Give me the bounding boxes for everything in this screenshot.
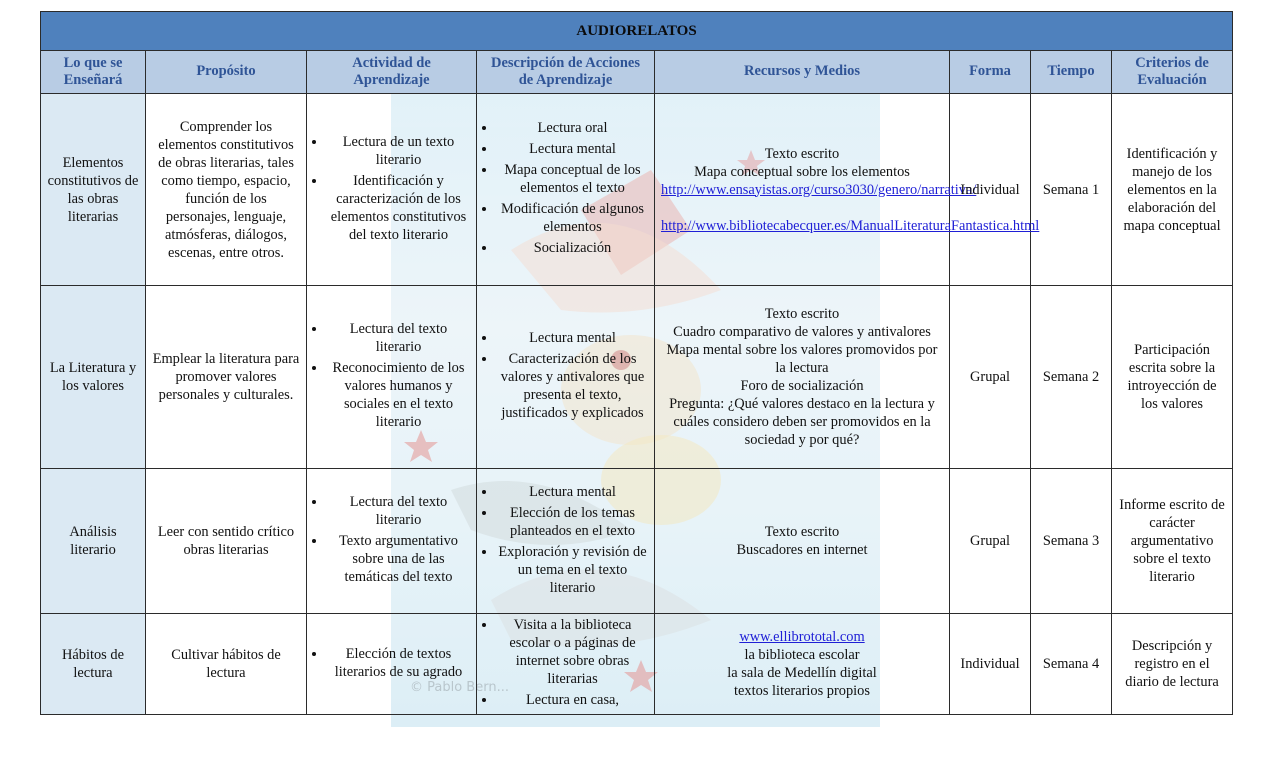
criteria-cell: Participación escrita sobre la introyección de los valores	[1112, 286, 1233, 469]
resource-text: Texto escrito	[764, 306, 840, 322]
list-item: • Identificación y caracterización de los elementos constitutivos del texto literario	[327, 172, 470, 244]
actions-cell	[477, 614, 655, 715]
purpose-cell: Leer con sentido crítico obras literarias	[146, 469, 307, 614]
header-activity: Actividad de Aprendizaje	[307, 51, 477, 94]
table-title: AUDIORELATOS	[41, 12, 1233, 51]
header-resources: Recursos y Medios	[655, 51, 950, 94]
list-item: • Elección de textos literarios de su agrado	[327, 645, 470, 681]
criteria-cell: Identificación y manejo de los elementos en la elaboración del mapa conceptual	[1112, 94, 1233, 286]
list-item: • Elección de los temas planteados en el texto	[497, 504, 648, 540]
table-row	[41, 286, 1233, 469]
form-cell: Grupal	[950, 469, 1031, 614]
topic-cell: Análisis literario	[41, 469, 146, 614]
resource-text: la sala de Medellín digital	[727, 665, 877, 681]
list-item: • Caracterización de los valores y antivalores que presenta el texto, justificados y explicados	[497, 350, 648, 422]
resources-cell	[655, 614, 950, 715]
list-item: • Lectura mental	[497, 483, 648, 501]
header-purpose: Propósito	[146, 51, 307, 94]
purpose-cell: Comprender los elementos constitutivos de obras literarias, tales como tiempo, espacio, función de los personajes, lenguaje, atmósferas, diálogos, escenas, entre otros.	[146, 94, 307, 286]
header-form: Forma	[950, 51, 1031, 94]
time-cell: Semana 4	[1031, 614, 1112, 715]
table-row	[41, 94, 1233, 286]
resource-text: Texto escrito	[764, 145, 840, 162]
time-cell: Semana 2	[1031, 286, 1112, 469]
resources-cell	[655, 469, 950, 614]
resource-link[interactable]: www.ellibrototal.com	[739, 629, 865, 645]
header-criteria: Criterios de Evaluación	[1112, 51, 1233, 94]
list-item: • Lectura mental	[497, 140, 648, 158]
activity-cell	[307, 286, 477, 469]
activity-cell	[307, 614, 477, 715]
resource-text: la biblioteca escolar	[744, 647, 860, 663]
time-cell: Semana 1	[1031, 94, 1112, 286]
watermark-text: © Pablo Bern...	[410, 680, 509, 695]
list-item: • Lectura oral	[497, 119, 648, 137]
topic-cell: Elementos constitutivos de las obras literarias	[41, 94, 146, 286]
lesson-plan-table	[40, 11, 1233, 715]
resource-link[interactable]: http://www.ensayistas.org/curso3030/genero/narrativa/	[661, 181, 977, 198]
resource-text: Mapa conceptual sobre los elementos	[694, 163, 910, 180]
list-item: • Lectura de un texto literario	[327, 133, 470, 169]
list-item: • Lectura mental	[497, 329, 648, 347]
activity-cell	[307, 94, 477, 286]
form-cell: Individual	[950, 94, 1031, 286]
resource-text: Foro de socialización	[740, 378, 864, 394]
resource-link[interactable]: http://www.bibliotecabecquer.es/ManualLiteraturaFantastica.html	[661, 217, 1040, 234]
purpose-cell: Emplear la literatura para promover valores personales y culturales.	[146, 286, 307, 469]
header-time: Tiempo	[1031, 51, 1112, 94]
resource-text: Mapa mental sobre los valores promovidos por la lectura	[666, 342, 938, 376]
list-item: • Modificación de algunos elementos	[497, 200, 648, 236]
list-item: • Lectura en casa,	[497, 691, 648, 709]
form-cell: Grupal	[950, 286, 1031, 469]
header-actions: Descripción de Acciones de Aprendizaje	[477, 51, 655, 94]
list-item: • Visita a la biblioteca escolar o a páginas de internet sobre obras literarias	[497, 616, 648, 688]
list-item: • Lectura del texto literario	[327, 493, 470, 529]
criteria-cell: Descripción y registro en el diario de lectura	[1112, 614, 1233, 715]
topic-cell: La Literatura y los valores	[41, 286, 146, 469]
form-cell: Individual	[950, 614, 1031, 715]
actions-cell	[477, 469, 655, 614]
activity-cell	[307, 469, 477, 614]
list-item: • Lectura del texto literario	[327, 320, 470, 356]
resource-text: Texto escrito	[764, 524, 840, 540]
actions-cell	[477, 286, 655, 469]
time-cell: Semana 3	[1031, 469, 1112, 614]
list-item: • Mapa conceptual de los elementos el texto	[497, 161, 648, 197]
list-item: • Reconocimiento de los valores humanos y sociales en el texto literario	[327, 359, 470, 431]
table-row	[41, 469, 1233, 614]
resource-text: Cuadro comparativo de valores y antivalores	[673, 324, 931, 340]
resource-text: Buscadores en internet	[736, 542, 868, 558]
criteria-cell: Informe escrito de carácter argumentativo sobre el texto literario	[1112, 469, 1233, 614]
resources-cell	[655, 286, 950, 469]
list-item: • Exploración y revisión de un tema en el texto literario	[497, 543, 648, 597]
resource-text: Pregunta: ¿Qué valores destaco en la lectura y cuáles considero deben ser promovidos en la sociedad y por qué?	[669, 396, 935, 448]
list-item: • Socialización	[497, 239, 648, 257]
list-item: • Texto argumentativo sobre una de las temáticas del texto	[327, 532, 470, 586]
header-topic: Lo que se Enseñará	[41, 51, 146, 94]
topic-cell: Hábitos de lectura	[41, 614, 146, 715]
purpose-cell: Cultivar hábitos de lectura	[146, 614, 307, 715]
actions-cell	[477, 94, 655, 286]
resource-text: textos literarios propios	[734, 683, 870, 699]
table-row	[41, 614, 1233, 715]
